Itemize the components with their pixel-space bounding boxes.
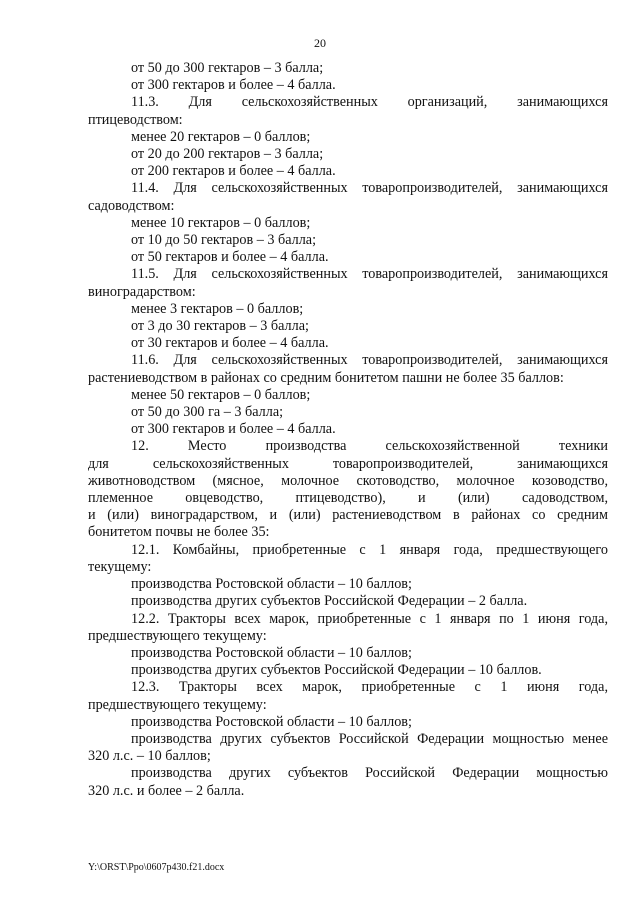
page-number: 20 <box>314 36 326 50</box>
list-item-head: производства других субъектов Российской Федерации мощностью менее <box>131 730 608 747</box>
list-item: менее 3 гектаров – 0 баллов; <box>131 300 304 317</box>
list-item: от 10 до 50 гектаров – 3 балла; <box>131 232 317 249</box>
list-item: менее 20 гектаров – 0 баллов; <box>131 128 311 145</box>
clause-heading: 12.2. Тракторы всех марок, приобретенные с 1 января по 1 июня года, <box>131 610 608 627</box>
paragraph-line: для сельскохозяйственных товаропроизводителей, занимающихся <box>88 455 608 472</box>
list-item: от 300 гектаров и более – 4 балла. <box>131 77 336 94</box>
list-item: производства Ростовской области – 10 баллов; <box>131 713 412 730</box>
paragraph-line: и (или) виноградарством, и (или) растениеводством в районах со средним <box>88 507 608 524</box>
clause-heading: 11.5. Для сельскохозяйственных товаропроизводителей, занимающихся <box>131 266 608 283</box>
clause-heading-tail: растениеводством в районах со средним бонитетом пашни не более 35 баллов: <box>88 369 564 386</box>
list-item: от 3 до 30 гектаров – 3 балла; <box>131 318 309 335</box>
list-item-tail: 320 л.с. – 10 баллов; <box>88 748 211 765</box>
list-item: от 300 гектаров и более – 4 балла. <box>131 421 336 438</box>
list-item: производства Ростовской области – 10 баллов; <box>131 576 412 593</box>
clause-heading-tail: виноградарством: <box>88 283 196 300</box>
list-item: от 20 до 200 гектаров – 3 балла; <box>131 146 324 163</box>
list-item: менее 10 гектаров – 0 баллов; <box>131 214 311 231</box>
list-item: от 50 до 300 га – 3 балла; <box>131 404 284 421</box>
clause-heading: 11.6. Для сельскохозяйственных товаропроизводителей, занимающихся <box>131 352 608 369</box>
clause-heading-tail: предшествующего текущему: <box>88 696 267 713</box>
list-item: производства Ростовской области – 10 баллов; <box>131 644 412 661</box>
list-item: менее 50 гектаров – 0 баллов; <box>131 386 311 403</box>
clause-heading: 12.3. Тракторы всех марок, приобретенные с 1 июня года, <box>131 679 608 696</box>
list-item-head: производства других субъектов Российской Федерации мощностью <box>131 765 608 782</box>
paragraph-line: животноводством (мясное, молочное скотоводство, молочное козоводство, <box>88 472 608 489</box>
list-item-tail: 320 л.с. и более – 2 балла. <box>88 782 245 799</box>
list-item: от 50 гектаров и более – 4 балла. <box>131 249 329 266</box>
clause-heading: 11.4. Для сельскохозяйственных товаропроизводителей, занимающихся <box>131 180 608 197</box>
file-path-footer: Y:\ORST\Ppo\0607p430.f21.docx <box>88 862 225 873</box>
document-body <box>88 60 608 800</box>
list-item: производства других субъектов Российской Федерации – 2 балла. <box>131 593 528 610</box>
clause-heading-tail: птицеводством: <box>88 111 183 128</box>
list-item: производства других субъектов Российской Федерации – 10 баллов. <box>131 662 542 679</box>
clause-heading: 12.1. Комбайны, приобретенные с 1 января года, предшествующего <box>131 541 608 558</box>
list-item: от 50 до 300 гектаров – 3 балла; <box>131 60 324 76</box>
clause-heading: 12. Место производства сельскохозяйственной техники <box>131 438 608 455</box>
clause-heading-tail: предшествующего текущему: <box>88 627 267 644</box>
list-item: от 30 гектаров и более – 4 балла. <box>131 335 329 352</box>
paragraph-line: племенное овцеводство, птицеводство), и (или) садоводством, <box>88 490 608 507</box>
list-item: от 200 гектаров и более – 4 балла. <box>131 163 336 180</box>
clause-heading-tail: садоводством: <box>88 197 175 214</box>
paragraph-line: бонитетом почвы не более 35: <box>88 524 270 541</box>
clause-heading: 11.3. Для сельскохозяйственных организаций, занимающихся <box>131 94 608 111</box>
clause-heading-tail: текущему: <box>88 558 152 575</box>
